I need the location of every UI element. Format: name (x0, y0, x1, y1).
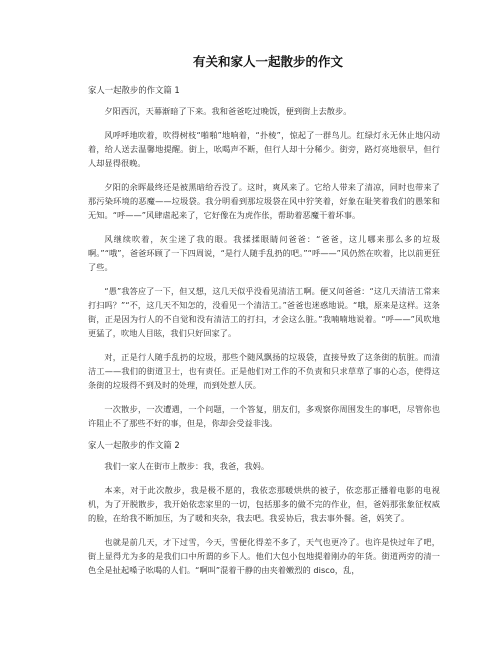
section-2-paragraph-1: 我们一家人在街市上散步：我，我爸，我妈。 (104, 461, 270, 471)
section-1-paragraph-5: “愚”我答应了一下，但又想，这几天似乎没看见清洁工啊。便又问爸爸：“这几天清洁工常来打扫吗？”“不，这几天不知怎的，没看见一个清洁工。”爸爸也迷惑地说。“哦，原来是这样。这条街，正是因为行人的不自觉和没有清洁工的打扫，才会这么脏。”我喃喃地说着。“呼——”风吹地更猛了，吹地人目眩，我们只好回家了。 (88, 286, 440, 338)
section-1-paragraph-4: 风继续吹着，灰尘迷了我的眼。我揉揉眼睛问爸爸：“爸爸，这儿哪来那么多的垃圾啊。”“哦”，爸爸环顾了一下四周说，“是行人随手乱扔的吧。”“呼——”风仍然在吹着，比以前更狂了些。 (88, 234, 440, 272)
section-1-paragraph-1: 夕阳西沉，天幕渐暗了下来。我和爸爸吃过晚饭，便到街上去散步。 (104, 106, 352, 116)
section-2-paragraph-2: 本来，对于此次散步，我是极不愿的，我依恋那暖烘烘的被子，依恋那正播着电影的电视机，为了开脱散步，我开始依恋家里的一切，包括那多的做不完的作业，但，爸妈那张象征权威的脸，在给我不断加压，为了暖和夹杂，我去吧。我妥协后，我去事外餐。爸，妈笑了。 (88, 485, 440, 523)
section-1-title: 家人一起散步的作文篇 1 (88, 85, 180, 95)
section-1-paragraph-7: 一次散步，一次遭遇，一个问题，一个答复，朋友们，多观察你周围发生的事吧，尽管你也许阻止不了那些不好的事，但是，你却会受益非浅。 (88, 404, 440, 428)
section-1-paragraph-6: 对，正是行人随手乱扔的垃圾，那些个随风飘扬的垃圾袋，直接导致了这条街的肮脏。而清洁工——我们的街道卫士，也有责任。正是他们对工作的不负责和只求草草了事的心态，使得这条街的垃圾得不到及时的处理，而到处惹人厌。 (88, 352, 440, 390)
section-1-paragraph-3: 夕阳的余晖最终还是被黑暗给吞没了。这时，爽风来了。它给人带来了清凉，同时也带来了那污染环境的恶魔——垃圾袋。我分明看到那垃圾袋在风中狞笑着，好象在耻笑着我们的愚笨和无知。“呼——”风肆虐起来了，它好像在为虎作伥，帮助着恶魔干着坏事。 (88, 182, 440, 220)
section-2-paragraph-3: 也就是前几天，才下过雪，今天，雪便化得差不多了，天气也更冷了。也许是快过年了吧，街上显得尤为多的是我们口中所谓的乡下人。他们大包小包地提着刚办的年货。街道两旁的清一色全是扯起嗓子吆喝的人们。“啊叫”混着干静的由夹着嫩烈的 disco，乱， (88, 537, 440, 575)
section-2-title: 家人一起散步的作文篇 2 (88, 440, 180, 450)
document-title: 有关和家人一起散步的作文 (192, 54, 343, 69)
section-1-paragraph-2: 风呼呼地吹着，吹得树枝“啪啪”地响着，“扑棱”，惊起了一群鸟儿。红绿灯永无休止地闪动着，给人送去温馨地提醒。街上，吆喝声不断，但行人却十分稀少。街旁，路灯亮地很早，但行人却显得很晚。 (88, 130, 440, 168)
